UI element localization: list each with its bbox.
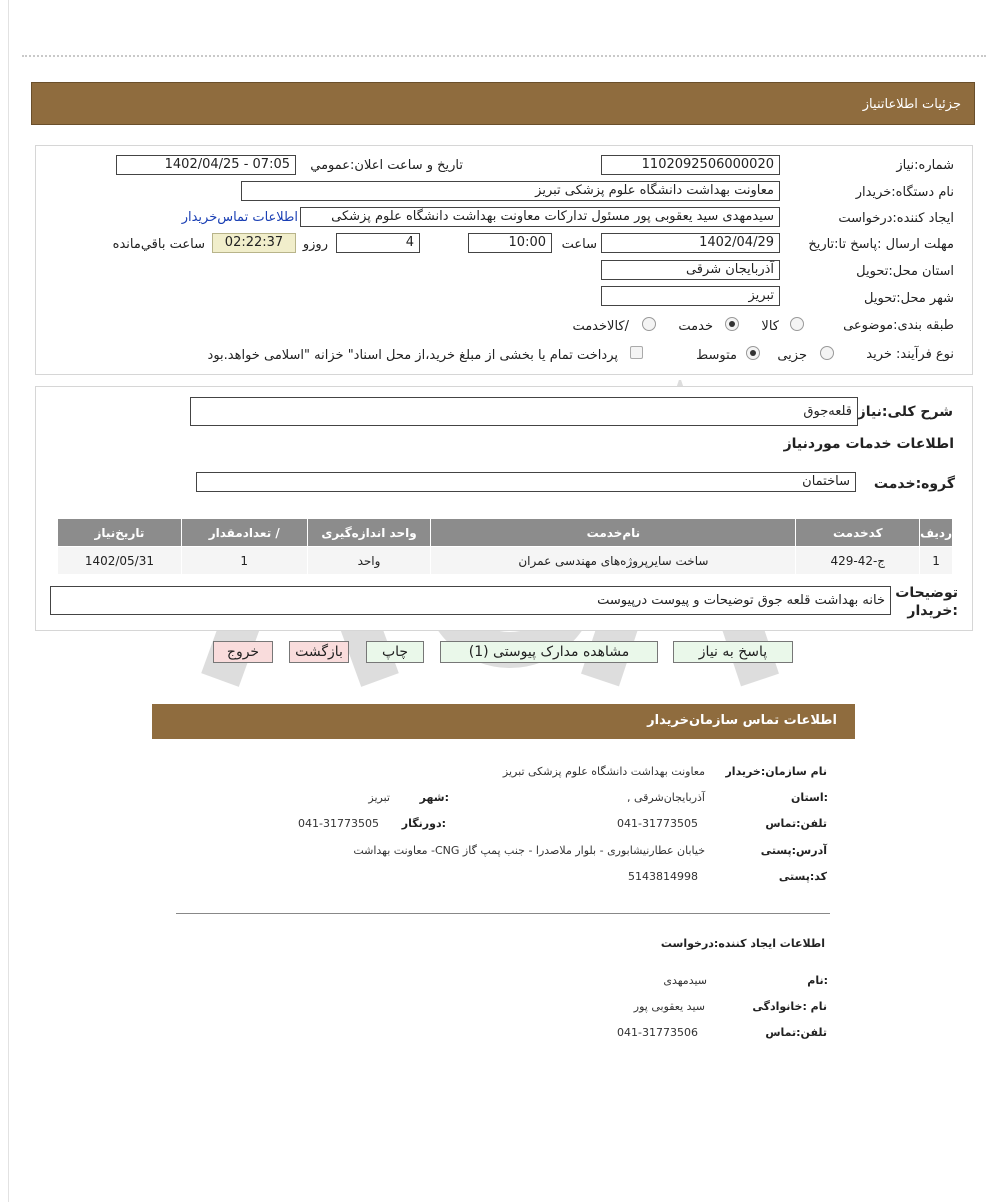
buyer-notes-label: توضیحات :خریدار (895, 585, 958, 619)
page-left-border (8, 0, 9, 1202)
process-option-minor: جزیی (777, 348, 807, 363)
creator-phone-value: 041-31773506 (617, 1026, 698, 1039)
need-details-header (31, 82, 975, 125)
deadline-time-field: 10:00 (468, 233, 552, 253)
announce-label: تاریخ و ساعت اعلان:عمومي (310, 158, 463, 173)
creator-name-value: سیدمهدی (663, 974, 707, 987)
top-dotted-divider (22, 55, 986, 57)
creator-family-value: سید یعقوبی پور (633, 1000, 705, 1013)
city-field: تبریز (601, 286, 780, 306)
service-group-label: گروه:خدمت (873, 476, 955, 492)
remaining-label: ساعت باقي‌مانده (112, 237, 205, 252)
cell-unit: واحد (307, 547, 431, 575)
buyer-notes-field: خانه بهداشت قلعه جوق توضیحات و پیوست درپیوست (50, 586, 891, 615)
process-option-medium: متوسط (696, 348, 737, 363)
days-label: روزو (302, 237, 328, 252)
province-label: استان محل:تحویل (856, 264, 954, 279)
services-title: اطلاعات خدمات موردنیاز (783, 436, 954, 452)
buyer-contact-title: اطلاعات تماس سازمان‌خریدار (647, 713, 837, 728)
process-label: نوع فرآیند: خرید (866, 347, 954, 362)
treasury-payment-checkbox[interactable] (630, 346, 643, 359)
contact-province-label: :استان (791, 791, 828, 804)
creator-field: سیدمهدی سید یعقوبی پور مسئول تدارکات معاونت بهداشت دانشگاه علوم پزشکی (300, 207, 780, 227)
creator-name-label: :نام (807, 974, 828, 987)
contact-address-label: آدرس:پستی (760, 844, 827, 857)
summary-label: شرح کلی:نیاز (857, 404, 953, 420)
contact-postal-value: 5143814998 (628, 870, 698, 883)
buyer-org-field: معاونت بهداشت دانشگاه علوم پزشکی تبریز (241, 181, 780, 201)
exit-button[interactable]: خروج (213, 641, 273, 663)
cell-qty: 1 (181, 547, 307, 575)
services-table (57, 518, 953, 575)
reply-button[interactable]: پاسخ به نیاز (673, 641, 793, 663)
contact-phone-value: 041-31773505 (617, 817, 698, 830)
cell-row: 1 (920, 547, 953, 575)
buyer-contact-link[interactable]: اطلاعات تماس‌خریدار (181, 210, 298, 225)
contact-phone-label: تلفن:تماس (765, 817, 827, 830)
need-number-field: 1102092506000020 (601, 155, 780, 175)
creator-family-label: نام :خانوادگی (752, 1000, 827, 1013)
creator-label: ایجاد کننده:درخواست (838, 211, 954, 226)
category-option-goods-service: /کالاخدمت (572, 319, 629, 334)
back-button[interactable]: بازگشت (289, 641, 349, 663)
cell-code: ج-42-429 (796, 547, 920, 575)
header-title: جزئیات اطلاعاتنیاز (862, 97, 961, 112)
contact-address-value: خیابان عطارنیشابوری - بلوار ملاصدرا - جنب پمپ گاز CNG- معاونت بهداشت (353, 844, 705, 857)
creator-section-title: اطلاعات ایجاد کننده:درخواست (660, 937, 825, 950)
creator-phone-label: تلفن:تماس (765, 1026, 827, 1039)
need-details-panel (35, 145, 973, 375)
contact-city-value: تبریز (368, 791, 390, 804)
process-radio-minor[interactable] (820, 346, 834, 360)
summary-field: قلعه‌جوق (190, 397, 858, 426)
contact-postal-label: کد:پستی (778, 870, 827, 883)
deadline-time-label: ساعت (561, 237, 597, 252)
category-radio-goods-service[interactable] (642, 317, 656, 331)
treasury-payment-note: پرداخت تمام یا بخشی از مبلغ خرید،از محل اسناد" خزانه "اسلامی خواهد.بود (207, 348, 618, 363)
print-button[interactable]: چاپ (366, 641, 424, 663)
contact-city-label: :شهر (419, 791, 449, 804)
contact-province-value: آذربایجان‌شرقی , (627, 791, 705, 804)
category-radio-goods[interactable] (790, 317, 804, 331)
category-radio-service[interactable] (725, 317, 739, 331)
contact-fax-value: 041-31773505 (298, 817, 379, 830)
buyer-org-label: نام دستگاه:خریدار (855, 185, 954, 200)
table-row (58, 547, 953, 575)
col-code: کدخدمت (796, 519, 920, 547)
province-field: آذربایجان شرقی (601, 260, 780, 280)
process-radio-medium[interactable] (746, 346, 760, 360)
contact-divider (176, 913, 830, 914)
contact-org-value: معاونت بهداشت دانشگاه علوم پزشکی تبریز (502, 765, 705, 778)
announce-field: 1402/04/25 - 07:05 (116, 155, 296, 175)
service-group-field: ساختمان (196, 472, 856, 492)
city-label: شهر محل:تحویل (864, 291, 954, 306)
cell-date: 1402/05/31 (58, 547, 182, 575)
category-option-goods: کالا (761, 319, 779, 334)
col-row: ردیف (920, 519, 953, 547)
cell-name: ساخت سایرپروژه‌های مهندسی عمران (431, 547, 796, 575)
days-field: 4 (336, 233, 420, 253)
col-unit: واحد اندازه‌گیری (307, 519, 431, 547)
col-name: نام‌خدمت (431, 519, 796, 547)
contact-fax-label: :دورنگار (401, 817, 446, 830)
col-qty: / تعدادمقدار (181, 519, 307, 547)
contact-org-label: نام سازمان:خریدار (725, 765, 827, 778)
category-label: طبقه بندی:موضوعی (843, 318, 954, 333)
buyer-contact-header (152, 704, 855, 739)
col-date: تاریخ‌نیاز (58, 519, 182, 547)
need-number-label: شماره:نیاز (896, 158, 954, 173)
remaining-timer: 02:22:37 (212, 233, 296, 253)
category-option-service: خدمت (678, 319, 713, 334)
deadline-date-field: 1402/04/29 (601, 233, 780, 253)
deadline-label: مهلت ارسال :پاسخ تا:تاریخ (808, 237, 954, 252)
attachments-button[interactable]: مشاهده مدارک پیوستی (1) (440, 641, 658, 663)
